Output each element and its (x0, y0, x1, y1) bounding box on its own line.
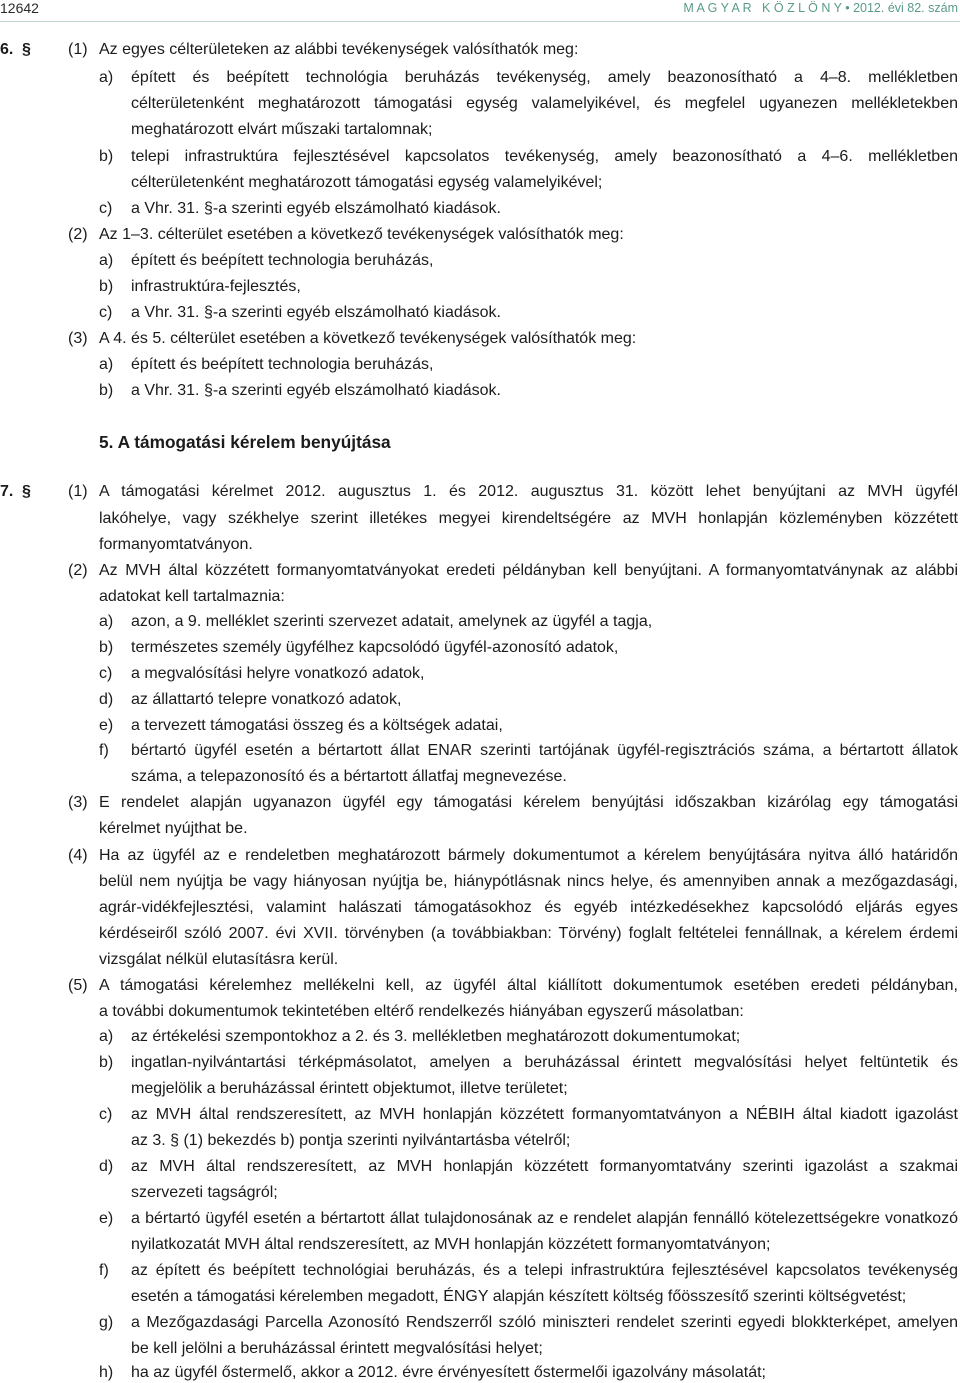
item-text-line: ingatlan-nyilvántartási térképmásolatot, amelyen a beruházással érintett megvalósítási helyet feltüntetik és (131, 1054, 958, 1071)
item-text-line: a tervezett támogatási összeg és a költségek adatai, (131, 717, 503, 734)
separator-bullet: • (845, 1, 850, 15)
item-text-line: épített és beépített technologia beruházás, (131, 252, 434, 269)
item-text-line: a Vhr. 31. §-a szerinti egyéb elszámolható kiadások. (131, 382, 501, 399)
item-label: a) (99, 356, 114, 373)
page-number: 12642 (0, 0, 39, 16)
item-text-line: az 3. § (1) bekezdés b) pontja szerinti nyilvántartásba vételről; (131, 1132, 571, 1149)
paragraph-number: (1) (68, 483, 88, 500)
paragraph-number: (5) (68, 977, 88, 994)
item-text-line: a bértartó ügyfél esetén a bértartott állat tulajdonosának az e rendelet alapján fennálló kötelezettségekre vonatkozó (131, 1210, 958, 1227)
item-label: b) (99, 278, 114, 295)
item-label: c) (99, 1106, 113, 1123)
item-label: d) (99, 1158, 114, 1175)
paragraph-text-line: E rendelet alapján ugyanazon ügyfél egy támogatási kérelem benyújtási időszakban kizárólag egy támogatási (99, 794, 958, 811)
item-text-line: az MVH által rendszeresített, az MVH honlapján közzétett formanyomtatvány szerinti igazolást a szakmai (131, 1158, 958, 1175)
item-label: b) (99, 148, 114, 165)
item-label: c) (99, 665, 113, 682)
item-text-line: azon, a 9. melléklet szerinti szervezet adatait, amelynek az ügyfél a tagja, (131, 613, 653, 630)
item-label: h) (99, 1364, 114, 1381)
item-label: b) (99, 382, 114, 399)
item-text-line: meghatározott elvárt műszaki tartalomnak; (131, 121, 433, 138)
section-number: 7. (0, 483, 14, 500)
paragraph-text-line: lakóhelye, vagy székhelye szerint illetékes megyei kirendeltségére az MVH honlapján közleményben közzétett (99, 510, 958, 527)
item-text-line: esetén a támogatási kérelemben megadott, ÉNGY alapján készített költség főösszesítő szerinti költségvetést; (131, 1288, 907, 1305)
item-text-line: célterületenként meghatározott támogatási egység valamelyikével; (131, 174, 603, 191)
paragraph-text-line: kérdéseiről szóló 2007. évi XVII. törvényben (a továbbiakban: Törvény) foglalt feltételei fennállnak, a kérelem érdemi (99, 925, 958, 942)
item-text-line: be kell jelölni a beruházással érintett megvalósítási helyet; (131, 1340, 543, 1357)
paragraph-text-line: agrár-vidékfejlesztési, valamint halászati támogatásokhoz és egyéb intézkedésekhez kapcsolódó eljárás egyes (99, 899, 958, 916)
item-label: a) (99, 69, 114, 86)
item-label: b) (99, 1054, 114, 1071)
item-label: g) (99, 1314, 114, 1331)
issue-number: 2012. évi 82. szám (853, 1, 958, 15)
paragraph-text-line: A támogatási kérelemhez mellékelni kell, az ügyfél által kiállított dokumentumok esetében eredeti példányban, (99, 977, 958, 994)
paragraph-text-line: Az MVH által közzétett formanyomtatványokat eredeti példányban kell benyújtani. A formanyomtatványnak az alábbi (99, 562, 958, 579)
paragraph-text-line: A támogatási kérelmet 2012. augusztus 1. és 2012. augusztus 31. között lehet benyújtani az MVH ügyfél (99, 483, 958, 500)
item-label: a) (99, 1028, 114, 1045)
paragraph-number: (3) (68, 330, 88, 347)
paragraph-number: (3) (68, 794, 88, 811)
item-text-line: épített és beépített technológia beruházás tevékenység, amely beazonosítható a 4–8. mellékletben (131, 69, 958, 86)
journal-header (683, 0, 958, 16)
item-text-line: telepi infrastruktúra fejlesztésével kapcsolatos tevékenység, amely beazonosítható a 4–6. mellékletben (131, 148, 958, 165)
item-text-line: infrastruktúra-fejlesztés, (131, 278, 301, 295)
item-label: f) (99, 1262, 109, 1279)
item-text-line: ha az ügyfél őstermelő, akkor a 2012. évre érvényesített őstermelői igazolvány másolatát; (131, 1364, 766, 1381)
item-text-line: szervezeti tagságról; (131, 1184, 278, 1201)
item-text-line: az épített és beépített technológiai beruházás, és a telepi infrastruktúra fejlesztésével kapcsolatos tevékenység (131, 1262, 958, 1279)
paragraph-number: (1) (68, 41, 88, 58)
item-text-line: az értékelési szempontokhoz a 2. és 3. mellékletben meghatározott dokumentumokat; (131, 1028, 741, 1045)
paragraph-text-line: adatokat kell tartalmaznia: (99, 588, 285, 605)
item-label: d) (99, 691, 114, 708)
item-text-line: az MVH által rendszeresített, az MVH honlapján közzétett formanyomtatványon a NÉBIH által kiadott igazolást (131, 1106, 958, 1123)
item-label: a) (99, 252, 114, 269)
item-text-line: épített és beépített technologia beruházás, (131, 356, 434, 373)
paragraph-text-line: formanyomtatványon. (99, 536, 253, 553)
item-label: e) (99, 717, 114, 734)
item-label: c) (99, 304, 113, 321)
item-text-line: nyilatkozatát MVH által rendszeresített, az MVH honlapján közzétett formanyomtatványon; (131, 1236, 771, 1253)
item-text-line: a Vhr. 31. §-a szerinti egyéb elszámolható kiadások. (131, 304, 501, 321)
item-text-line: száma, a telepazonosító és a bértartott állatfaj megnevezése. (131, 768, 567, 785)
item-label: b) (99, 639, 114, 656)
paragraph-text-line: vizsgálat nélkül elutasításra kerül. (99, 951, 339, 968)
section-sign: § (22, 41, 31, 58)
item-label: c) (99, 200, 113, 217)
paragraph-text-line: belül nem nyújtja be vagy hiányosan nyújtja be, hiánypótlásnak nincs helye, és amennyiben annak a mezőgazdasági, (99, 873, 958, 890)
section-number: 6. (0, 41, 14, 58)
paragraph-number: (2) (68, 562, 88, 579)
paragraph-text-line: Ha az ügyfél az e rendeletben meghatározott bármely dokumentumot a kérelem benyújtására nyitva álló határidőn (99, 847, 958, 864)
paragraph-number: (4) (68, 847, 88, 864)
item-text-line: a Mezőgazdasági Parcella Azonosító Rendszerről szóló miniszteri rendelet szerinti egyedi blokkterképet, amelyen (131, 1314, 958, 1331)
header-rule (0, 21, 960, 22)
paragraph-text-line: a további dokumentumok tekintetében eltérő rendelkezés hiányában egyszerű másolatban: (99, 1003, 744, 1020)
paragraph-text-line: kérelmet nyújthat be. (99, 820, 248, 837)
item-label: e) (99, 1210, 114, 1227)
item-text-line: a megvalósítási helyre vonatkozó adatok, (131, 665, 425, 682)
item-label: f) (99, 742, 109, 759)
item-text-line: megjelölik a beruházással érintett objektumot, illetve területet; (131, 1080, 568, 1097)
item-text-line: a Vhr. 31. §-a szerinti egyéb elszámolható kiadások. (131, 200, 501, 217)
paragraph-text-line: A 4. és 5. célterület esetében a következő tevékenységek valósíthatók meg: (99, 330, 637, 347)
chapter-heading: 5. A támogatási kérelem benyújtása (99, 432, 391, 452)
item-text-line: bértartó ügyfél esetén a bértartott állat ENAR szerinti tartójának ügyfél-regisztrációs száma, a bértartott állatok (131, 742, 958, 759)
item-text-line: az állattartó telepre vonatkozó adatok, (131, 691, 402, 708)
paragraph-text-line: Az 1–3. célterület esetében a következő tevékenységek valósíthatók meg: (99, 226, 624, 243)
section-sign: § (22, 483, 31, 500)
paragraph-text-line: Az egyes célterületeken az alábbi tevékenységek valósíthatók meg: (99, 41, 579, 58)
item-label: a) (99, 613, 114, 630)
item-text-line: célterületenként meghatározott támogatási egység valamelyikével, és megfelel ugyanezen mellékletekben (131, 95, 958, 112)
item-text-line: természetes személy ügyfélhez kapcsolódó ügyfél-azonosító adatok, (131, 639, 619, 656)
paragraph-number: (2) (68, 226, 88, 243)
journal-title: M A G Y A R K Ö Z L Ö N Y (683, 1, 842, 15)
